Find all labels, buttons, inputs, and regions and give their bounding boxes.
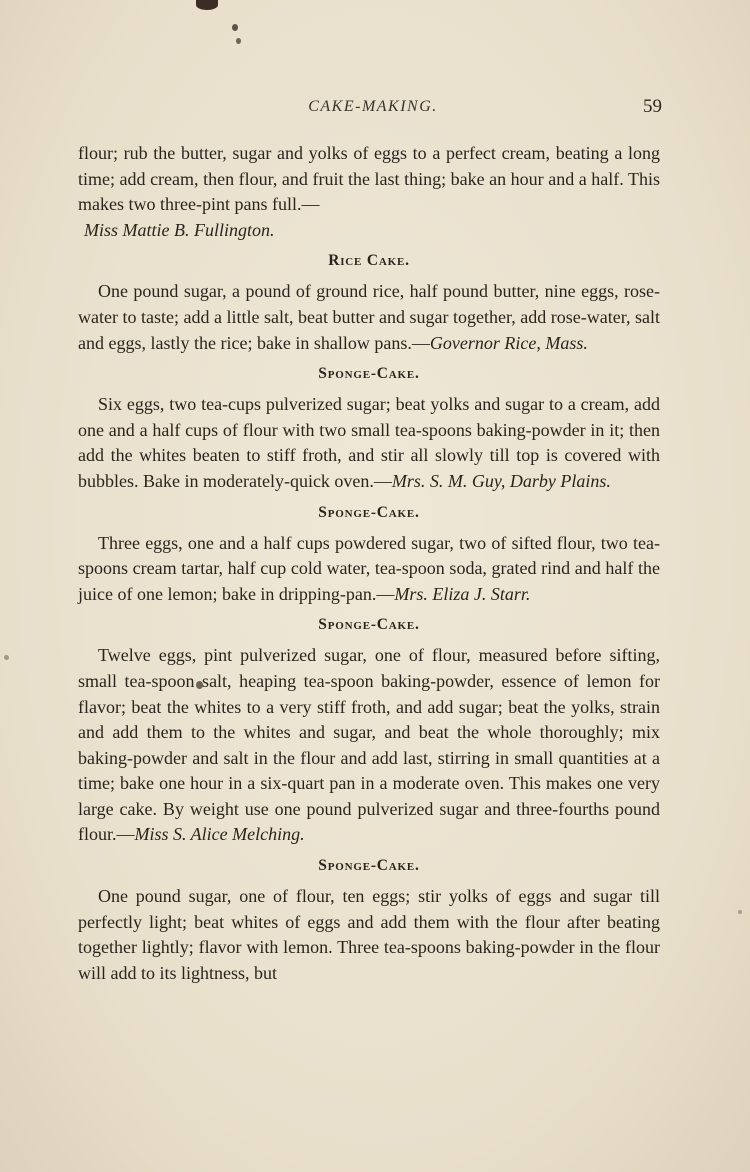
paper-spot	[738, 910, 742, 914]
recipe-text	[78, 884, 660, 986]
recipe-text	[78, 531, 660, 608]
recipe-body: One pound sugar, a pound of ground rice, half pound butter, nine eggs, rose-water to taste; add a little salt, beat butter and sugar together, add rose-water, salt and eggs, lastly the rice; bake in shallow pans.—	[78, 281, 660, 353]
recipe-title: Sponge-Cake.	[318, 857, 420, 875]
recipe-title: Sponge-Cake.	[318, 365, 420, 383]
running-head: CAKE-MAKING.	[308, 98, 438, 115]
recipe-attribution: Governor Rice, Mass.	[429, 332, 588, 353]
recipe-attribution: Miss Mattie B. Fullington.	[84, 219, 275, 240]
recipe-text	[78, 279, 660, 356]
recipe-body: Six eggs, two tea-cups pulverized sugar; beat yolks and sugar to a cream, add one and a half cups of flour with two small tea-spoons baking-powder in it; then add the whites beaten to stiff froth, and stir all slowly till top is covered with bubbles. Bake in moderately-quick oven.—	[78, 394, 660, 491]
recipe-title: Sponge-Cake.	[318, 503, 420, 521]
recipe-attribution: Miss S. Alice Melching.	[134, 824, 305, 845]
ink-blot	[196, 0, 218, 10]
recipe-title: Rice Cake.	[328, 252, 410, 270]
recipe-text	[78, 643, 660, 848]
ink-speck	[232, 24, 238, 31]
recipe-continuation	[78, 141, 660, 218]
recipe-body: Twelve eggs, pint pulverized sugar, one of flour, measured before sifting, small tea-spoon salt, heaping tea-spoon baking-powder, essence of lemon for flavor; beat the whites to a very stiff froth, and add sugar; beat the yolks, strain and add them to the whites and sugar, and beat the whole thoroughly; mix baking-powder and salt in the flour and add last, stirring in small quantities at a time; bake one hour in a six-quart pan in a moderate oven. This makes one very large cake. By weight use one pound pulverized sugar and three-fourths pound flour.—	[78, 645, 660, 845]
recipe-title: Sponge-Cake.	[318, 616, 420, 634]
recipe-attribution-line	[78, 218, 660, 244]
recipe-body: Three eggs, one and a half cups powdered sugar, two of sifted flour, two tea-spoons cream tartar, half cup cold water, tea-spoon soda, grated rind and half the juice of one lemon; bake in dripping-pan.—	[78, 532, 660, 604]
paper-spot	[4, 655, 9, 660]
recipe-attribution: Mrs. S. M. Guy, Darby Plains.	[391, 470, 611, 491]
recipe-body: One pound sugar, one of flour, ten eggs; stir yolks of eggs and sugar till perfectly light; beat whites of eggs and add them with the flour after beating together lightly; flavor with lemon. Three tea-spoons baking-powder in the flour will add to its lightness, but	[78, 886, 660, 983]
recipe-attribution: Mrs. Eliza J. Starr.	[394, 583, 531, 604]
recipe-body: flour; rub the butter, sugar and yolks of eggs to a perfect cream, beating a long time; add cream, then flour, and fruit the last thing; bake an hour and a half. This makes two three-pint pans full.—	[78, 143, 660, 215]
recipe-text	[78, 392, 660, 494]
page-header	[84, 96, 662, 124]
page-body	[78, 141, 660, 986]
ink-speck	[236, 38, 241, 44]
page-number: 59	[643, 96, 662, 117]
